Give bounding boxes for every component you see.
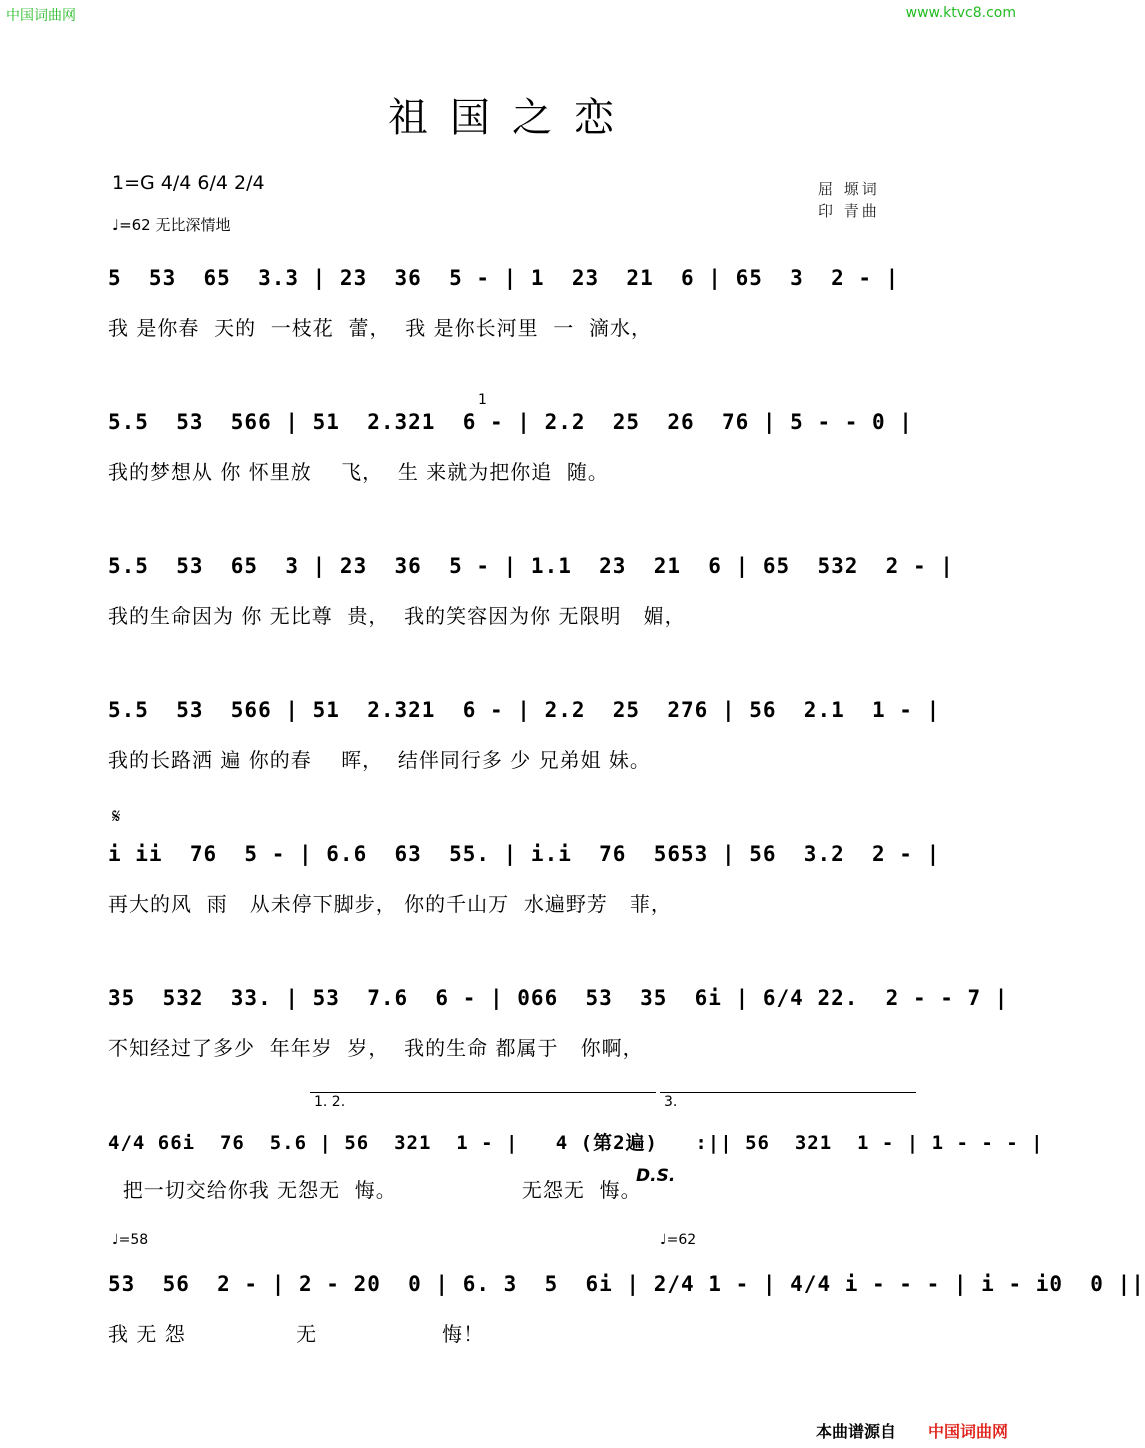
lyrics: 我 是你春 天的 一枝花 蕾， 我 是你长河里 一 滴水， [108,316,653,340]
score-line-1 [108,266,928,346]
lyrics: 不知经过了多少 年年岁 岁， 我的生命 都属于 你啊， [108,1036,644,1060]
notation: 4/4 66i 76 5.6 | 56 321 1 - | 4 (第2遍) :|| 56 321 1 - | 1 - - - | [108,1132,1044,1154]
score-line-7 [108,1094,1044,1208]
notation: 35 532 33. | 53 7.6 6 - | 066 53 35 6i | 6/4 22. 2 - - 7 | [108,986,1009,1010]
footer-site-link[interactable]: 中国词曲网 [928,1422,1009,1441]
score-line-6 [108,986,1009,1066]
lyrics: 我 无 怨 无 悔！ [108,1322,485,1346]
key-signature: 1=G 4/4 6/4 2/4 [112,172,265,194]
lyrics: 把一切交给你我 无怨无 悔。 无怨无 悔。 [108,1178,642,1202]
composer-credit: 印 青曲 [818,202,880,220]
lyrics: 再大的风 雨 从未停下脚步， 你的千山万 水遍野芳 菲， [108,892,672,916]
song-title: 祖国之恋 [388,95,636,141]
lyrics: 我的长路洒 遍 你的春 晖， 结伴同行多 少 兄弟姐 妹。 [108,748,651,772]
notation: 5.5 53 566 | 51 2.321 6 - | 2.2 25 26 76 | 5 - - 0 | [108,410,913,434]
site-url-right[interactable]: www.ktvc8.com [905,5,1016,21]
tempo-marking: ♩=62 无比深情地 [112,216,231,234]
lyrics: 我的梦想从 你 怀里放 飞， 生 来就为把你追 随。 [108,460,609,484]
notation: 53 56 2 - | 2 - 20 0 | 6. 3 5 6i | 2/4 1 - | 4/4 i - - - | i - i0 0 || [108,1272,1145,1296]
lyricist-credit: 屈 塬词 [818,180,880,198]
segno-sign: 𝄋 [112,804,121,828]
tempo-change-58: ♩=58 [112,1232,149,1248]
volta-ending-1: 1 [478,392,487,408]
score-line-2 [108,392,928,490]
lyrics: 我的生命因为 你 无比尊 贵， 我的笑容因为你 无限明 媚， [108,604,686,628]
volta-ending-3: 3. [664,1094,678,1110]
dal-segno: D.S. [636,1166,676,1186]
notation: 5 53 65 3.3 | 23 36 5 - | 1 23 21 6 | 65 3 2 - | [108,266,900,290]
volta-ending-1-2: 1. 2. [314,1094,346,1110]
footer-source-label: 本曲谱源自 [816,1422,897,1441]
site-logo-left[interactable]: 中国词曲网 [6,8,76,24]
score-line-5 [108,804,941,922]
score-line-3 [108,554,954,634]
notation: i ii 76 5 - | 6.6 63 55. | i.i 76 5653 | 56 3.2 2 - | [108,842,941,866]
score-line-4 [108,698,941,778]
tempo-change-62: ♩=62 [660,1232,697,1248]
score-line-8 [108,1232,1145,1352]
notation: 5.5 53 65 3 | 23 36 5 - | 1.1 23 21 6 | 65 532 2 - | [108,554,954,578]
notation: 5.5 53 566 | 51 2.321 6 - | 2.2 25 276 | 56 2.1 1 - | [108,698,941,722]
